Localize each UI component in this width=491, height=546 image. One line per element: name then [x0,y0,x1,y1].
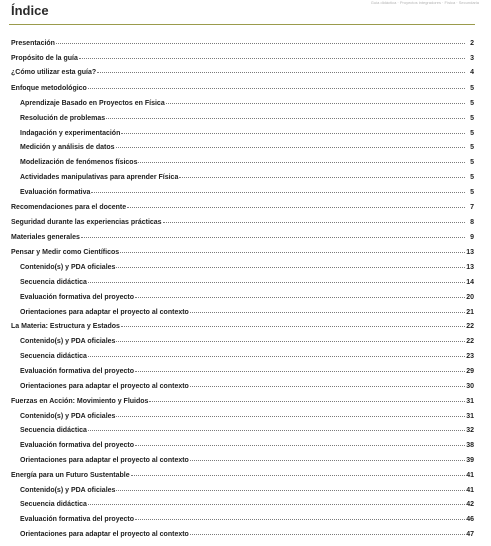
toc-entry[interactable] [0,141,491,152]
toc-page-number: 13 [466,249,474,256]
toc-entry-label: Seguridad durante las experiencias prácticas [11,219,162,226]
dot-leader [97,65,465,73]
toc-entry-label: Secuencia didáctica [20,501,87,508]
toc-entry-label: Contenido(s) y PDA oficiales [20,413,116,420]
dot-leader [116,334,465,342]
dot-leader [166,96,465,104]
toc-page-number: 41 [466,472,474,479]
toc-entry-label: Contenido(s) y PDA oficiales [20,338,116,345]
dot-leader [190,305,465,313]
dot-leader [138,155,465,163]
toc-entry[interactable] [0,410,491,421]
toc-entry-label: Orientaciones para adaptar el proyecto al contexto [20,309,189,316]
toc-entry[interactable] [0,380,491,391]
toc-entry-label: Medición y análisis de datos [20,144,115,151]
toc-page-number: 29 [466,368,474,375]
toc-page-number: 41 [466,487,474,494]
toc-page-number: 8 [470,219,474,226]
dot-leader [190,527,465,535]
toc-page-number: 5 [470,115,474,122]
toc-page-number: 20 [466,294,474,301]
dot-leader [56,36,465,44]
toc-page-number: 46 [466,516,474,523]
toc-entry[interactable] [0,97,491,108]
dot-leader [135,512,465,520]
dot-leader [81,230,465,238]
toc-entry-label: Evaluación formativa del proyecto [20,516,134,523]
toc-entry[interactable] [0,439,491,450]
toc-entry-label: Materiales generales [11,234,80,241]
toc-page-number: 5 [470,100,474,107]
toc-page-number: 14 [466,279,474,286]
toc-page-number: 30 [466,383,474,390]
toc-page-number: 13 [466,264,474,271]
toc-entry-label: Pensar y Medir como Científicos [11,249,120,256]
dot-leader [116,409,465,417]
title-underline [9,24,475,25]
toc-entry-label: Contenido(s) y PDA oficiales [20,264,116,271]
toc-entry-label: Recomendaciones para el docente [11,204,127,211]
dot-leader [149,394,465,402]
dot-leader [135,290,465,298]
toc-page-number: 5 [470,159,474,166]
toc-entry-label: Modelización de fenómenos físicos [20,159,138,166]
toc-entry[interactable] [0,171,491,182]
toc-entry-label: Fuerzas en Acción: Movimiento y Fluidos [11,398,149,405]
toc-page-number: 32 [466,427,474,434]
toc-page-number: 23 [466,353,474,360]
toc-entry[interactable] [0,66,491,77]
toc-entry-label: Orientaciones para adaptar el proyecto al contexto [20,531,189,538]
toc-entry-label: Evaluación formativa del proyecto [20,442,134,449]
toc-entry[interactable] [0,291,491,302]
toc-entry[interactable] [0,216,491,227]
toc-entry-label: Evaluación formativa [20,189,91,196]
toc-page-number: 5 [470,144,474,151]
toc-page-number: 22 [466,338,474,345]
toc-entry[interactable] [0,350,491,361]
toc-page-number: 3 [470,55,474,62]
toc-entry-label: Aprendizaje Basado en Proyectos en Física [20,100,165,107]
toc-entry[interactable] [0,513,491,524]
toc-page-number: 38 [466,442,474,449]
toc-entry-label: ¿Cómo utilizar esta guía? [11,69,97,76]
toc-entry[interactable] [0,320,491,331]
toc-entry-label: Secuencia didáctica [20,279,87,286]
toc-entry[interactable] [0,186,491,197]
dot-leader [135,438,465,446]
toc-entry[interactable] [0,231,491,242]
toc-entry-label: Actividades manipulativas para aprender Física [20,174,179,181]
toc-page-number: 9 [470,234,474,241]
toc-page-number: 7 [470,204,474,211]
toc-entry-label: Presentación [11,40,55,47]
toc-page-number: 4 [470,69,474,76]
toc-entry[interactable] [0,112,491,123]
toc-page-number: 5 [470,189,474,196]
toc-page-number: 2 [470,40,474,47]
dot-leader [190,453,465,461]
toc-page-number: 22 [466,323,474,330]
dot-leader [190,379,465,387]
toc-entry-label: Contenido(s) y PDA oficiales [20,487,116,494]
dot-leader [91,185,465,193]
toc-page-number: 31 [466,413,474,420]
dot-leader [131,468,465,476]
dot-leader [88,349,465,357]
toc-page-number: 39 [466,457,474,464]
toc-entry[interactable] [0,52,491,63]
toc-entry[interactable] [0,454,491,465]
dot-leader [88,497,465,505]
toc-entry[interactable] [0,246,491,257]
toc-entry-label: Enfoque metodológico [11,85,87,92]
toc-entry[interactable] [0,156,491,167]
dot-leader [88,81,465,89]
toc-entry[interactable] [0,484,491,495]
page-title: Índice [11,3,49,18]
toc-entry-label: Secuencia didáctica [20,353,87,360]
dot-leader [116,140,465,148]
toc-entry[interactable] [0,37,491,48]
toc-entry-label: Orientaciones para adaptar el proyecto al contexto [20,383,189,390]
dot-leader [120,245,465,253]
toc-entry-label: La Materia: Estructura y Estados [11,323,120,330]
toc-entry[interactable] [0,424,491,435]
toc-page-number: 42 [466,501,474,508]
dot-leader [116,483,465,491]
dot-leader [179,170,465,178]
toc-entry-label: Indagación y experimentación [20,130,121,137]
toc-entry-label: Propósito de la guía [11,55,78,62]
dot-leader [88,423,465,431]
toc-entry[interactable] [0,201,491,212]
dot-leader [116,260,465,268]
toc-entry-label: Resolución de problemas [20,115,106,122]
toc-page-number: 31 [466,398,474,405]
toc-entry[interactable] [0,395,491,406]
dot-leader [135,364,465,372]
toc-page-number: 5 [470,174,474,181]
toc-entry[interactable] [0,469,491,480]
toc-entry[interactable] [0,528,491,539]
toc-entry-label: Evaluación formativa del proyecto [20,368,134,375]
toc-entry-label: Evaluación formativa del proyecto [20,294,134,301]
dot-leader [79,51,465,59]
toc-entry-label: Orientaciones para adaptar el proyecto al contexto [20,457,189,464]
toc-entry[interactable] [0,127,491,138]
dot-leader [127,200,465,208]
toc-page-number: 5 [470,130,474,137]
toc-entry-label: Secuencia didáctica [20,427,87,434]
toc-entry[interactable] [0,306,491,317]
toc-page-number: 5 [470,85,474,92]
toc-page-number: 47 [466,531,474,538]
toc-entry[interactable] [0,365,491,376]
dot-leader [88,275,465,283]
toc-entry[interactable] [0,498,491,509]
running-header: Guía didáctica · Proyectos integradores · Física · Secundaria [370,0,479,5]
toc-page-number: 21 [466,309,474,316]
dot-leader [121,319,465,327]
toc-entry[interactable] [0,335,491,346]
dot-leader [106,111,465,119]
toc-entry[interactable] [0,261,491,272]
dot-leader [121,126,465,134]
dot-leader [163,215,465,223]
toc-entry-label: Energía para un Futuro Sustentable [11,472,130,479]
toc-entry[interactable] [0,82,491,93]
toc-entry[interactable] [0,276,491,287]
